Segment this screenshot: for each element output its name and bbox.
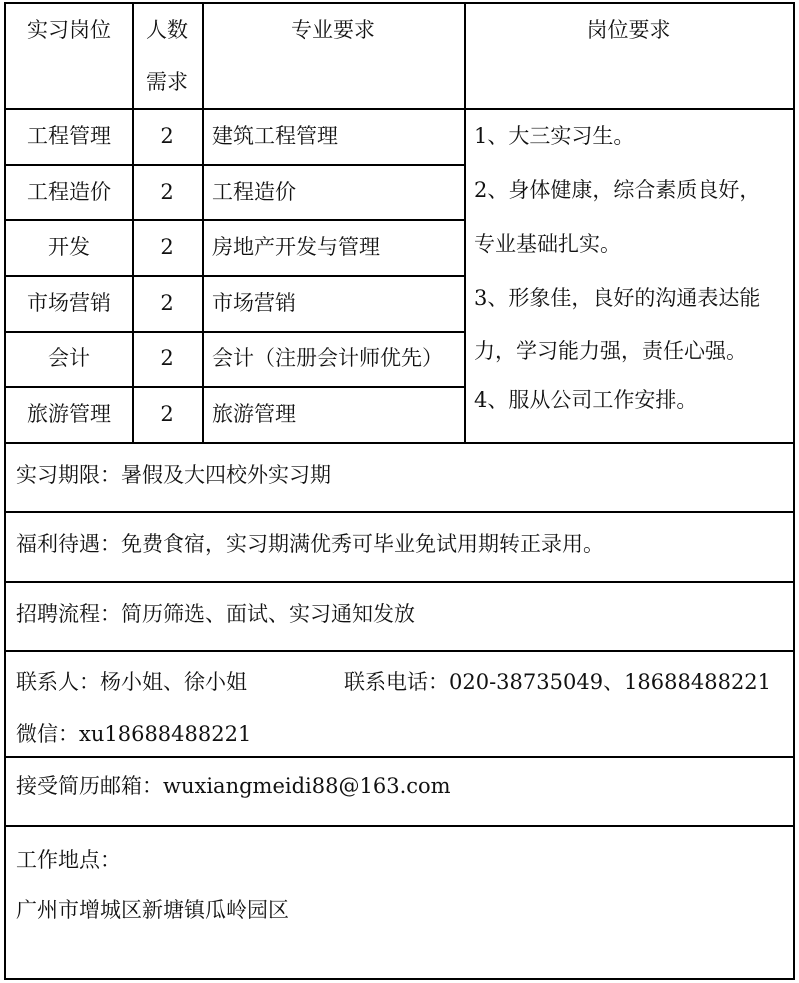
row-count: 2 — [160, 124, 174, 148]
divider — [464, 4, 466, 442]
requirement-line: 3、形象佳，良好的沟通表达能 — [474, 286, 761, 310]
divider — [6, 331, 464, 333]
row-position: 工程管理 — [27, 124, 111, 148]
benefits: 福利待遇：免费食宿，实习期满优秀可毕业免试用期转正录用。 — [16, 532, 604, 556]
header-requirements: 岗位要求 — [586, 18, 671, 42]
row-major: 旅游管理 — [212, 402, 296, 426]
resume-email: 接受简历邮箱：wuxiangmeidi88@163.com — [16, 774, 451, 798]
recruitment-process: 招聘流程：简历筛选、面试、实习通知发放 — [16, 602, 415, 626]
divider — [6, 386, 464, 388]
divider — [6, 164, 464, 166]
divider — [6, 275, 464, 277]
requirement-line: 2、身体健康，综合素质良好， — [474, 178, 761, 202]
row-position: 会计 — [48, 346, 90, 370]
row-position: 工程造价 — [27, 180, 111, 204]
header-count-line1: 人数 — [146, 18, 188, 42]
row-position: 开发 — [48, 235, 90, 259]
divider — [6, 108, 464, 110]
divider — [6, 581, 793, 583]
row-major: 市场营销 — [212, 291, 296, 315]
contact-wechat: 微信：xu18688488221 — [16, 722, 252, 746]
internship-period: 实习期限：暑假及大四校外实习期 — [16, 463, 331, 487]
requirement-line: 1、大三实习生。 — [474, 124, 635, 148]
row-position: 旅游管理 — [27, 402, 111, 426]
contact-person: 联系人：杨小姐、徐小姐 — [16, 670, 247, 694]
row-major: 工程造价 — [212, 180, 296, 204]
divider — [6, 756, 793, 758]
divider — [6, 825, 793, 827]
row-position: 市场营销 — [27, 291, 111, 315]
requirement-line: 4、服从公司工作安排。 — [474, 388, 698, 412]
requirement-line: 专业基础扎实。 — [474, 232, 621, 256]
header-major: 专业要求 — [291, 18, 375, 42]
divider — [6, 650, 793, 652]
row-count: 2 — [160, 180, 174, 204]
divider — [202, 4, 204, 442]
contact-phone: 联系电话：020-38735049、18688488221 — [344, 670, 772, 694]
row-major: 房地产开发与管理 — [212, 235, 380, 259]
header-count-line2: 需求 — [146, 70, 188, 94]
work-location-label: 工作地点： — [16, 848, 121, 872]
row-major: 建筑工程管理 — [212, 124, 338, 148]
divider — [6, 511, 793, 513]
row-count: 2 — [160, 291, 174, 315]
requirement-line: 力，学习能力强，责任心强。 — [474, 339, 747, 363]
header-position: 实习岗位 — [27, 18, 111, 42]
divider — [6, 219, 464, 221]
divider — [464, 108, 793, 110]
divider — [6, 442, 793, 444]
row-count: 2 — [160, 402, 174, 426]
work-location-address: 广州市增城区新塘镇瓜岭园区 — [16, 898, 289, 922]
row-count: 2 — [160, 235, 174, 259]
row-count: 2 — [160, 346, 174, 370]
recruitment-table — [4, 2, 795, 980]
row-major: 会计（注册会计师优先） — [212, 346, 443, 370]
